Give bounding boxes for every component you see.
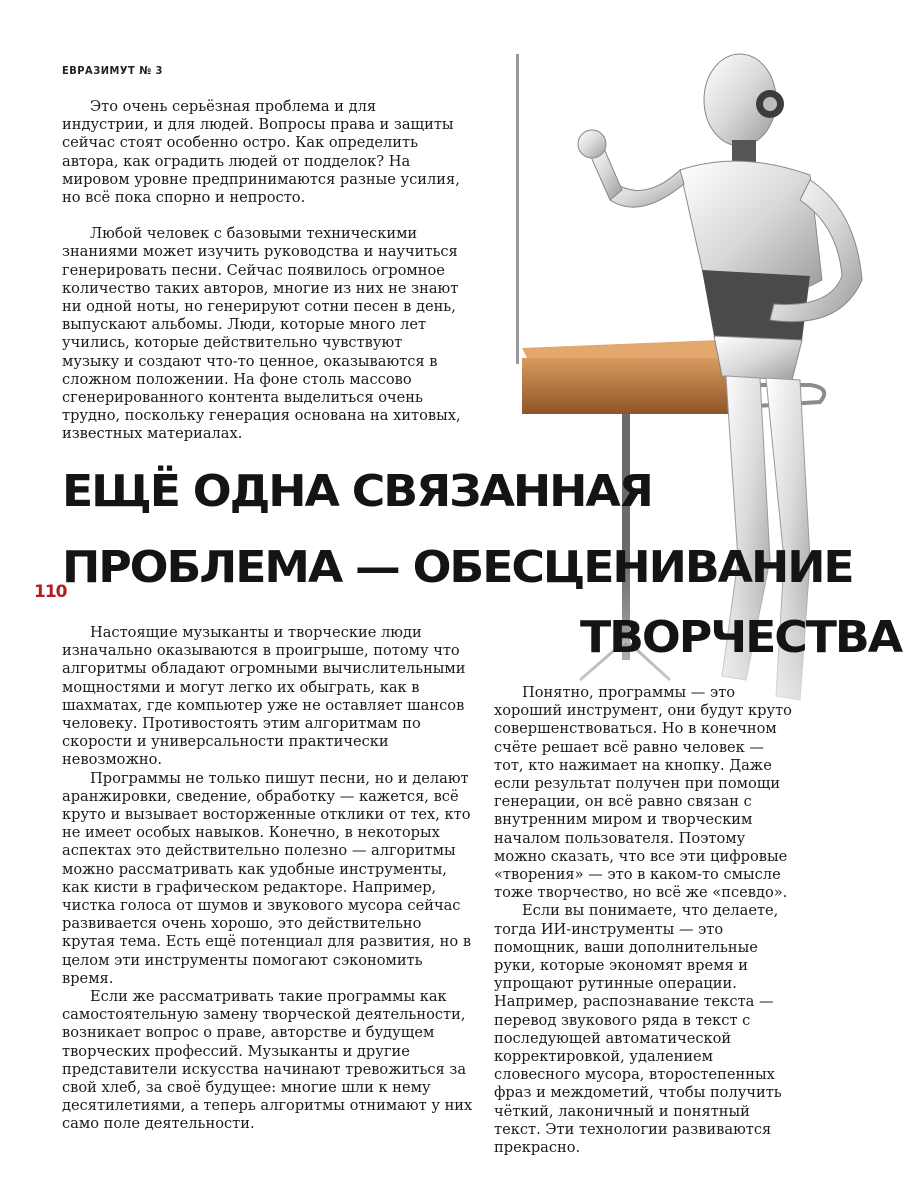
headline-line-1: ЕЩЁ ОДНА СВЯЗАННАЯ [62,466,652,517]
bottom-left-text-column [62,624,474,1134]
bottom-right-text-column [494,684,794,1157]
paragraph: Это очень серьёзная проблема и для индустрии, и для людей. Вопросы права и защиты сейчас стоят особенно остро. Как определить автора, как оградить людей от подделок? На мировом уровне предпринимаются разные усилия, но всё пока спорно и непросто. [62,98,460,207]
running-head: ЕВРАЗИМУТ № 3 [62,64,163,77]
page-number: 110 [34,582,67,602]
headline-line-2: ПРОБЛЕМА — ОБЕСЦЕНИВАНИЕ [62,542,853,593]
headline-line-3: ТВОРЧЕСТВА [580,612,902,663]
paragraph: Настоящие музыканты и творческие люди изначально оказываются в проигрыше, потому что алгоритмы обладают огромными вычислительными мощностями и могут легко их обыграть, как в шахматах, где компьютер уже не оставляет шансов человеку. Противостоять этим алгоритмам по скорости и универсальности практически невозможно. [62,624,466,769]
paragraph: Программы не только пишут песни, но и делают аранжировки, сведение, обработку — кажется, всё круто и вызывает восторженные отклики от тех, кто не имеет особых навыков. Конечно, в некоторых аспектах это действительно полезно — алгоритмы можно рассматривать как удобные инструменты, как кисти в графическом редакторе. Например, чистка голоса от шумов и звукового мусора сейчас развивается очень хорошо, это действительно крутая тема. Есть ещё потенциал для развития, но в целом эти инструменты помогают сэкономить время. [62,769,472,987]
paragraph: Если вы понимаете, что делаете, тогда ИИ-инструменты — это помощник, ваши дополнительные руки, которые экономят время и упрощают рутинные операции. Например, распознавание текста — перевод звукового ряда в текст с последующей автоматической корректировкой, удалением словесного мусора, второстепенных фраз и междометий, чтобы получить чёткий, лаконичный и понятный текст. Эти технологии развиваются прекрасно. [494,902,782,1157]
paragraph: Любой человек с базовыми техническими знаниями может изучить руководства и научиться генерировать песни. Сейчас появилось огромное количество таких авторов, многие из них не знают ни одной ноты, но генерируют сотни песен в день, выпускают альбомы. Люди, которые много лет учились, которые действительно чувствуют музыку и создают что-то ценное, оказываются в сложном положении. На фоне столь массово сгенерированного контента выделиться очень трудно, поскольку генерация основана на хитовых, известных материалах. [62,225,461,443]
paragraph: Понятно, программы — это хороший инструмент, они будут круто совершенствоваться. Но в конечном счёте решает всё равно человек — тот, кто нажимает на кнопку. Даже если результат получен при помощи генерации, он всё равно связан с внутренним миром и творческим началом пользователя. Поэтому можно сказать, что все эти цифровые «творения» — это в каком-то смысле тоже творчество, но всё же «псевдо». [494,684,792,902]
paragraph: Если же рассматривать такие программы как самостоятельную замену творческой деятельности, возникает вопрос о праве, авторстве и будущем творческих профессий. Музыканты и другие представители искусства начинают тревожиться за свой хлеб, за своё будущее: многие шли к нему десятилетиями, а теперь алгоритмы отнимают у них само поле деятельности. [62,988,473,1133]
top-text-column [62,98,462,444]
